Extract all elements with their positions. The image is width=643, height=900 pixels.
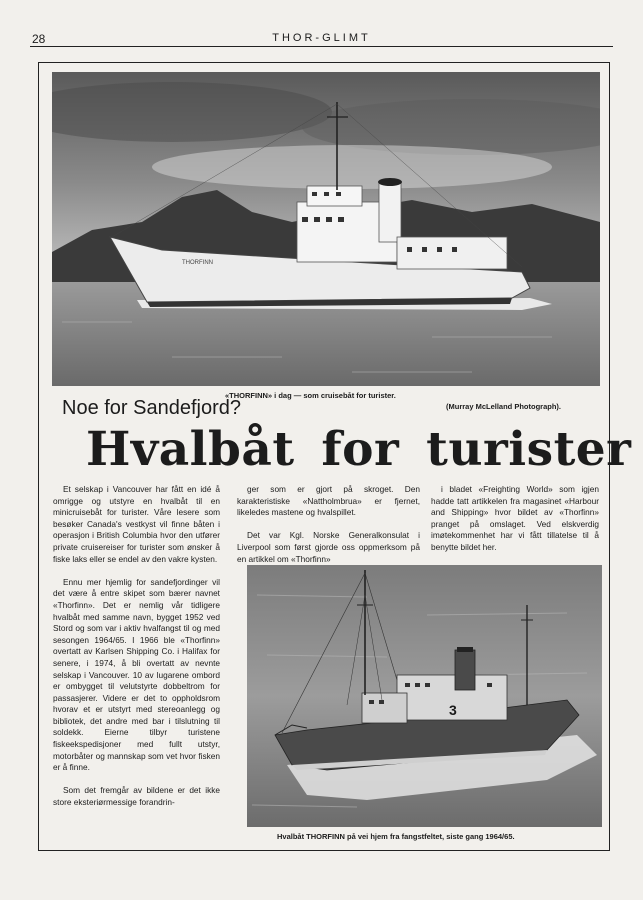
paragraph: Ennu mer hjemlig for sandefjordinger vil det være å entre skipet som bærer navnet «Thorfinn». Det er nemlig vår tidligere hvalbåt med samme navn, bygget 1952 ved Stord og som var i aktiv hvalfangst til og med sesongen 1964/65. I 1966 ble «Thorfinn» overtatt av Karlsen Shipping Co. i Halifax for senere, i 1974, å bli overtatt av nevnte selskap i Vancouver. 10 av lugarene ombord er ombygget til velutstyrte dobbeltrom for passasjerer. Videre er det to oppholdsrom hvorav et er utstyrt med stereoanlegg og bibliotek, det andre med bar i tilslutning til soldekk. Eierne tilbyr turistene fiskeekspedisjoner med fullt utstyr, motorbåter og mannskap som vet hvor fisken er å finne. xyxy=(53,576,220,773)
text-column-1 xyxy=(53,484,220,809)
paragraph: Det var Kgl. Norske Generalkonsulat i Liverpool som først gjorde oss oppmerksom på en artikkel om «Thorfinn» xyxy=(237,530,420,564)
funnel-number: 3 xyxy=(449,702,457,718)
running-header: THOR-GLIMT xyxy=(272,32,371,44)
cruise-boat-photo xyxy=(52,72,600,386)
page-number: 28 xyxy=(32,32,46,46)
paragraph: Et selskap i Vancouver har fått en idé å omrigge og utstyre en hvalbåt til en minicruisebåt for turister. Våre lesere som besøker Canada's vestkyst vil finne båten i operasjon i British Columbia hvor den utfører private cruisereiser for turister som ønsker å fiske laks eller se endel av den vakre kysten. xyxy=(53,484,220,564)
bottom-photo-caption: Hvalbåt THORFINN på vei hjem fra fangstfeltet, siste gang 1964/65. xyxy=(277,832,515,841)
paragraph: i bladet «Freighting World» som igjen hadde tatt artikkelen fra magasinet «Harbour and Shipping» hvor bildet av «Thorfinn» pranget på omslaget. Ved elskverdig imøtekommenhet har vi fått tillatelse til å benytte bildet her. xyxy=(431,484,599,552)
paragraph: Som det fremgår av bildene er det ikke store eksteriørmessige forandrin- xyxy=(53,785,220,808)
article-headline: Hvalbåt for turister xyxy=(86,422,632,477)
whale-catcher-photo xyxy=(247,565,602,827)
photo-credit: (Murray McLelland Photograph). xyxy=(446,402,562,411)
text-column-2 xyxy=(237,484,420,565)
top-photo-caption: «THORFINN» i dag — som cruisebåt for turister. xyxy=(225,391,396,400)
text-column-3 xyxy=(431,484,599,554)
hull-name: THORFINN xyxy=(182,260,213,266)
header-rule xyxy=(30,46,613,47)
paragraph: ger som er gjort på skroget. Den karakteristiske «Nattholmbrua» er fjernet, likeledes mastene og hvalspillet. xyxy=(237,484,420,518)
article-kicker: Noe for Sandefjord? xyxy=(62,397,242,419)
